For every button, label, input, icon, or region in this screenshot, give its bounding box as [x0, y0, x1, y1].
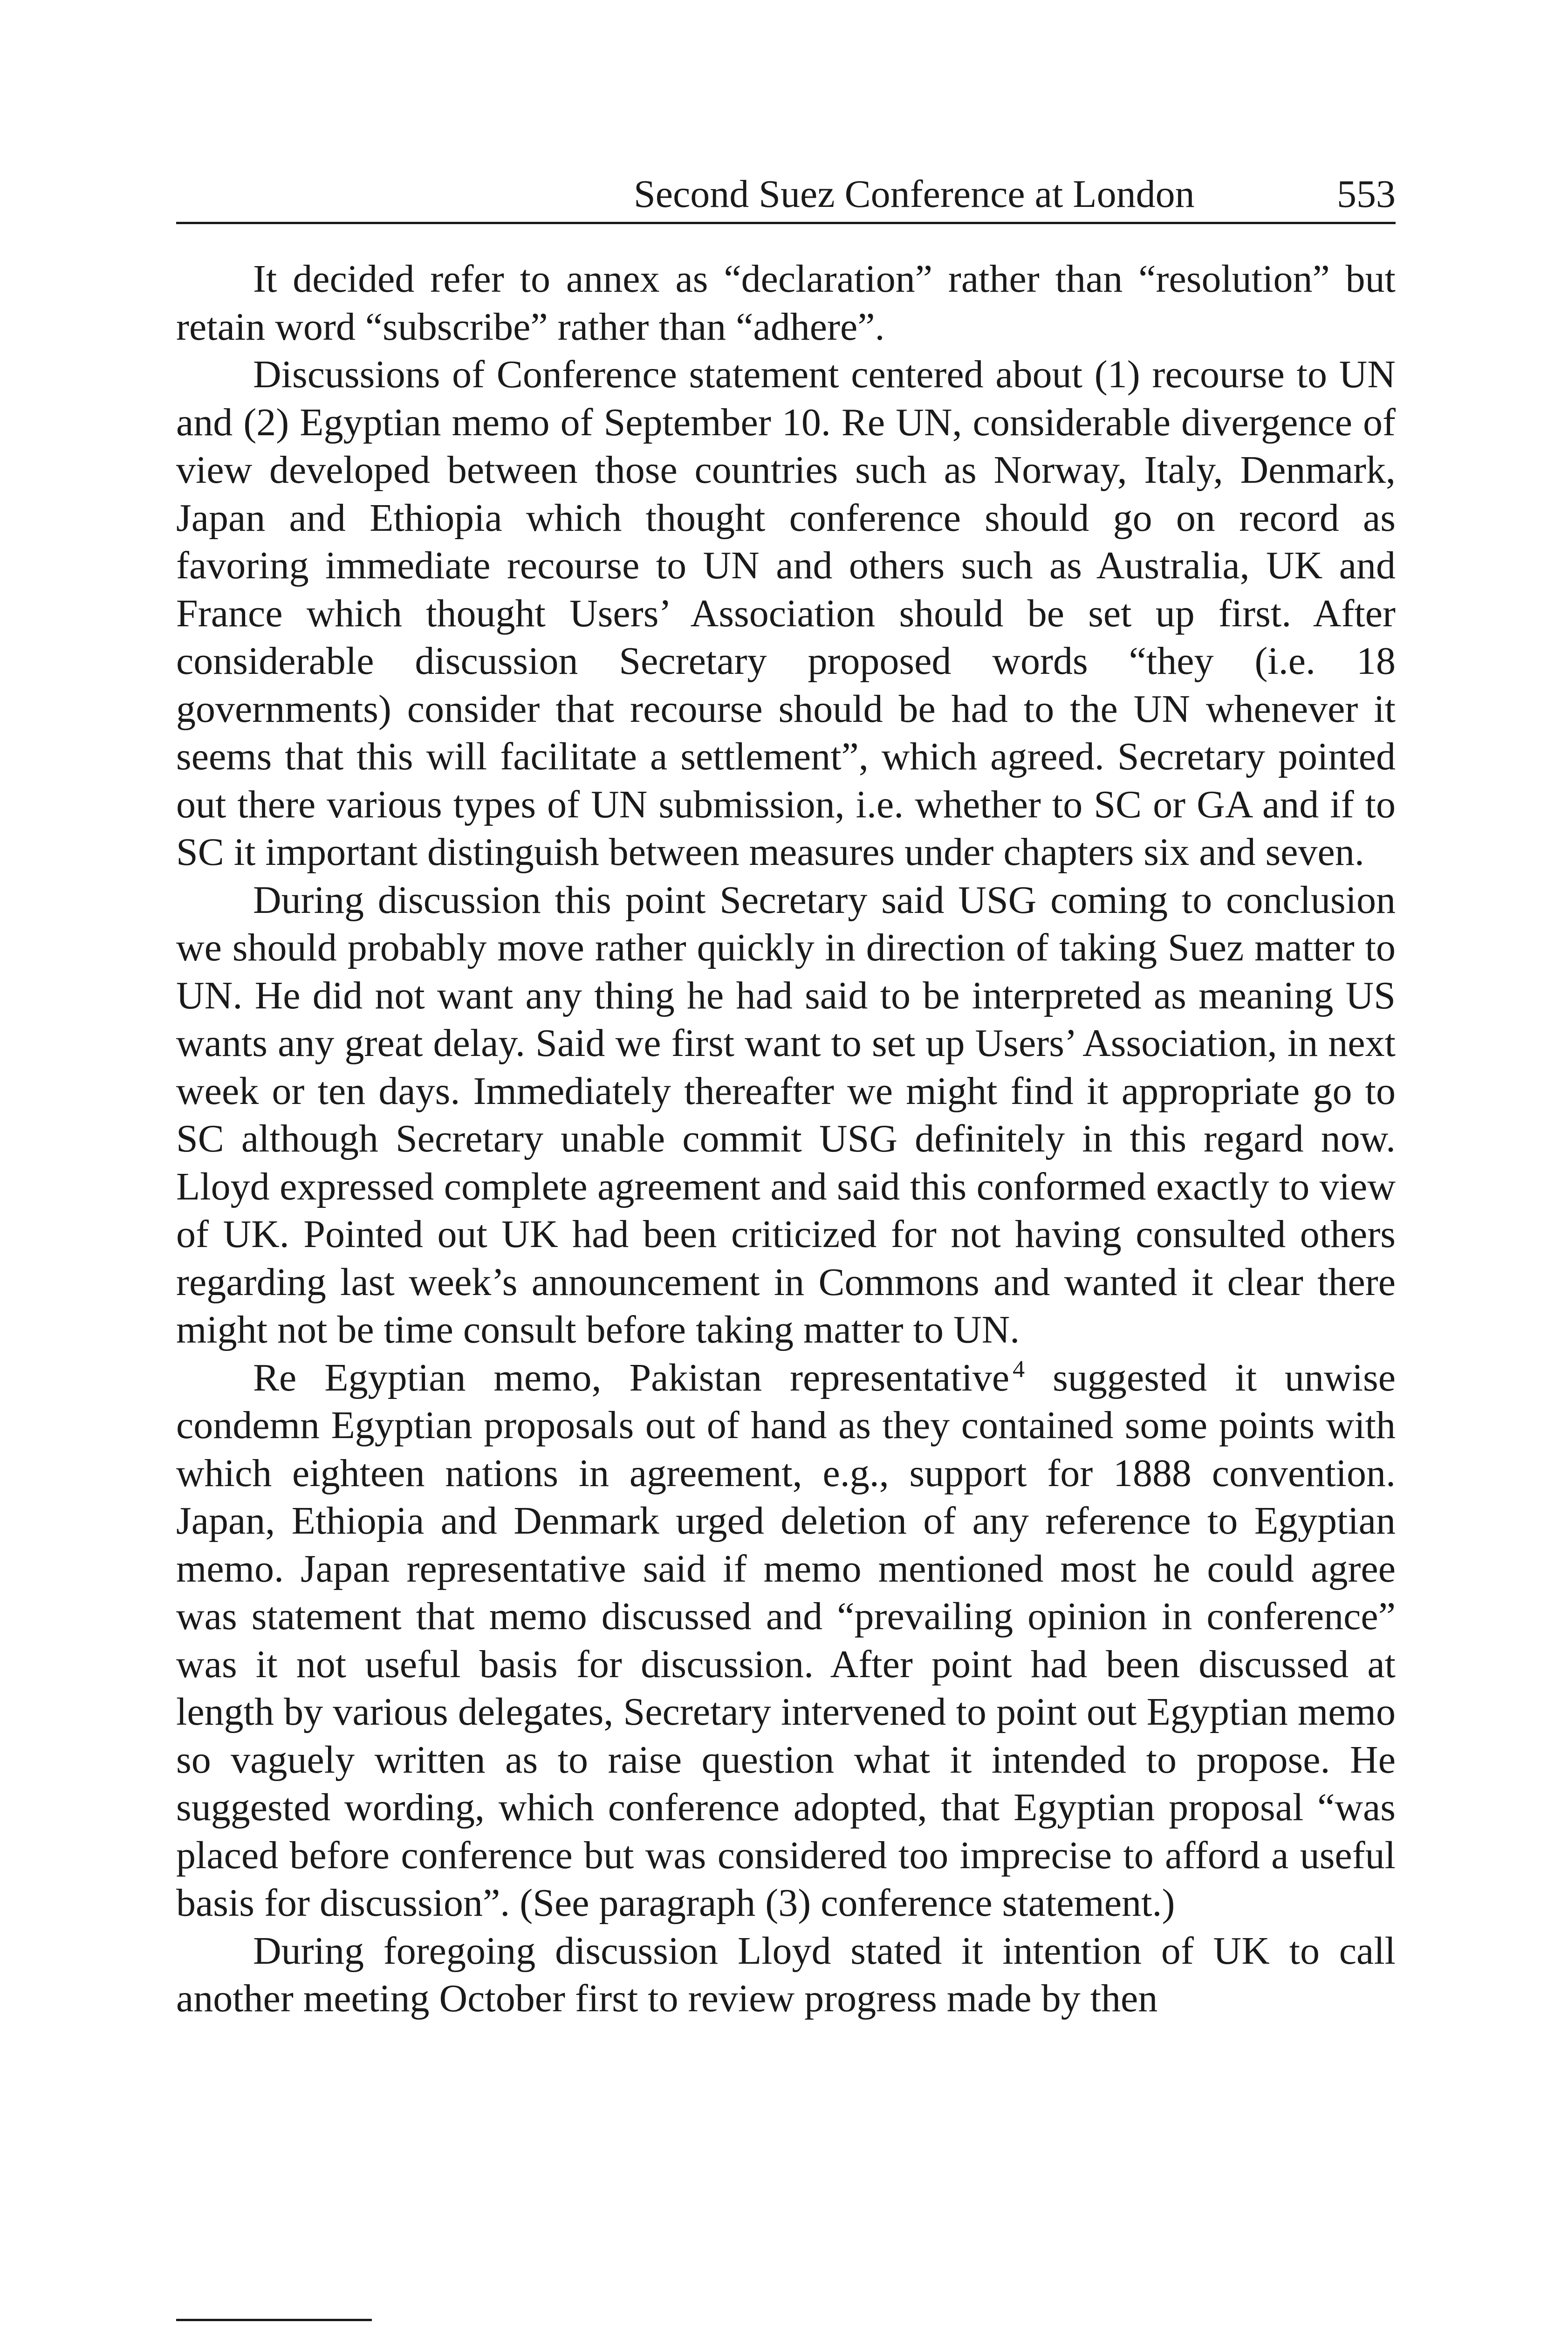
paragraph-text: Re Egyptian memo, Pakistan representative [253, 1356, 1010, 1399]
running-title: Second Suez Conference at London [634, 172, 1195, 216]
paragraph-text: suggested it unwise condemn Egyptian proposals out of hand as they contained some points with which eighteen nations in agreement, e.g., support for 1888 convention. Japan, Ethiopia and Denmark urged deletion of any reference to Egyptian memo. Japan representative said if memo mentioned most he could agree was statement that memo discussed and “prevailing opinion in conference” was it not useful basis for discussion. After point had been discussed at length by various delegates, Secretary intervened to point out Egyptian memo so vaguely written as to raise question what it intended to propose. He suggested wording, which conference adopted, that Egyptian proposal “was placed before conference but was considered too imprecise to afford a useful basis for discussion”. (See paragraph (3) conference statement.) [176, 1356, 1396, 1925]
footnote-divider [176, 2319, 372, 2321]
page-number: 553 [1337, 172, 1396, 216]
body-text [176, 255, 1396, 2023]
paragraph-recourse-to-un: Discussions of Conference statement centered about (1) recourse to UN and (2) Egyptian memo of September 10. Re UN, considerable divergence of view developed between those countries such as Norway, Italy, Denmark, Japan and Ethiopia which thought conference should go on record as favoring immediate recourse to UN and others such as Australia, UK and France which thought Users’ Association should be set up first. After considerable discussion Secretary proposed words “they (i.e. 18 governments) consider that recourse should be had to the UN whenever it seems that this will facilitate a settlement”, which agreed. Secretary pointed out there various types of UN submission, i.e. whether to SC or GA and if to SC it important distinguish between measures under chapters six and seven. [176, 353, 1396, 874]
running-header [176, 167, 1396, 224]
paragraph-annex-wording: It decided refer to annex as “declaration” rather than “resolution” but retain word “subscribe” rather than “adhere”. [176, 257, 1396, 349]
paragraph-egyptian-memo [176, 1354, 1396, 1927]
paragraph-secretary-usg-position: During discussion this point Secretary said USG coming to conclusion we should probably move rather quickly in direction of taking Suez matter to UN. He did not want any thing he had said to be interpreted as meaning US wants any great delay. Said we first want to set up Users’ Association, in next week or ten days. Immediately thereafter we might find it appropriate go to SC although Secretary unable commit USG definitely in this regard now. Lloyd expressed complete agreement and said this conformed exactly to view of UK. Pointed out UK had been criticized for not having consulted others regarding last week’s announcement in Commons and wanted it clear there might not be time consult before taking matter to UN. [176, 878, 1396, 1351]
paragraph-lloyd-october-meeting: During foregoing discussion Lloyd stated it intention of UK to call another meeting October first to review progress made by then [176, 1929, 1396, 2020]
footnote-reference: 4 [1013, 1356, 1025, 1383]
